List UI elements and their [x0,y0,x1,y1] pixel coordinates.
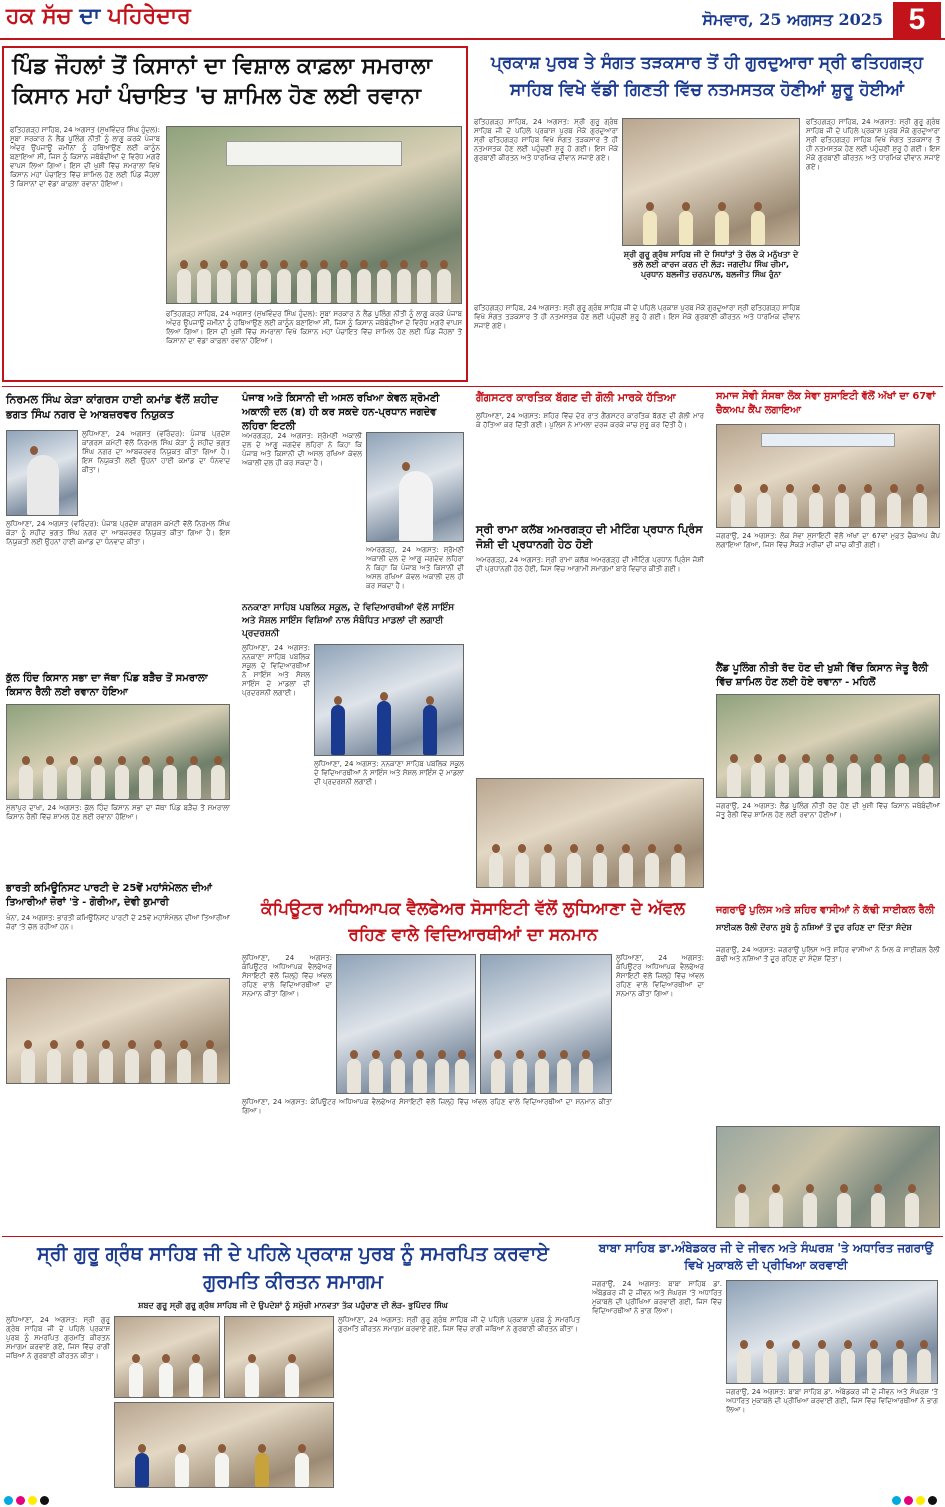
issue-date: ਸੋਮਵਾਰ, 25 ਅਗਸਤ 2025 [702,10,883,29]
story-prakash-purab [472,46,943,386]
story-cycle-rally-subhead: ਸਾਈਕਲ ਰੈਲੀ ਦੌਰਾਨ ਸੂਬੇ ਨੂੰ ਨਸ਼ਿਆਂ ਤੋਂ ਦੂਰ ਰਹਿਣ ਦਾ ਦਿੱਤਾ ਸੰਦੇਸ਼ [716,923,912,932]
story-cpi [2,880,234,1088]
story-computer-teachers [238,892,708,1234]
story-cycle-rally-photo [716,1126,940,1228]
story-prakash-purab-caption: ਸ਼੍ਰੀ ਗੁਰੂ ਗ੍ਰੰਥ ਸਾਹਿਬ ਜੀ ਦੇ ਸਿਧਾਂਤਾਂ ਤੇ ਚੱਲ ਕੇ ਮਨੁੱਖਤਾ ਦੇ ਭਲੇ ਲਈ ਕਾਰਜ ਕਰਨ ਦੀ ਲੋੜ: ਜਗਦੀਪ ਸਿੰਘ ਚੀਮਾ, ਪ੍ਰਧਾਨ ਬਲਜੀਤ ਚਰਨਪਾਲ, ਬਲਜੀਤ ਸਿੰਘ ਰੁੰਨਾ [623,250,799,279]
story-eye-camp-body: ਜਗਰਾਉਂ, 24 ਅਗਸਤ: ਲੋਕ ਸੇਵਾ ਸੁਸਾਇਟੀ ਵੱਲੋਂ ਅੱਖਾਂ ਦਾ 67ਵਾਂ ਮੁਫ਼ਤ ਚੈਕਅਪ ਕੈਂਪ ਲਗਾਇਆ ਗਿਆ, ਜਿਸ ਵਿੱਚ ਸੈਂਕੜੇ ਮਰੀਜ਼ਾਂ ਦੀ ਜਾਂਚ ਕੀਤੀ ਗਈ। [716,532,940,549]
story-computer-teachers-headline: ਕੰਪਿਊਟਰ ਅਧਿਆਪਕ ਵੈਲਫੇਅਰ ਸੋਸਾਇਟੀ ਵੱਲੋਂ ਲੁਧਿਆਣਾ ਦੇ ਅੱਵਲ ਰਹਿਣ ਵਾਲੇ ਵਿਦਿਆਰਥੀਆਂ ਦਾ ਸਨਮਾਨ [261,899,685,945]
story-kafla-body: ਫਤਿਹਗੜ੍ਹ ਸਾਹਿਬ, 24 ਅਗਸਤ (ਸੁਖਵਿੰਦਰ ਸਿੰਘ ਹੁੰਦਲ): ਸੂਬਾ ਸਰਕਾਰ ਨੇ ਲੈਂਡ ਪੂਲਿੰਗ ਨੀਤੀ ਨੂੰ ਲਾਗੂ ਕਰਕੇ ਪੰਜਾਬ ਅੰਦਰ ਉਪਜਾਊ ਜ਼ਮੀਨਾਂ ਨੂੰ ਹਥਿਆਉਣ ਲਈ ਕਾਨੂੰਨ ਬਣਾਇਆ ਸੀ, ਜਿਸ ਨੂੰ ਕਿਸਾਨ ਜਥੇਬੰਦੀਆਂ ਦੇ ਵਿਰੋਧ ਮਗਰੋਂ ਵਾਪਸ ਲਿਆ ਗਿਆ। ਇਸ ਦੀ ਖੁਸ਼ੀ ਵਿੱਚ ਸਮਰਾਲਾ ਵਿਖੇ ਕਿਸਾਨ ਮਹਾਂ ਪੰਚਾਇਤ ਵਿੱਚ ਸ਼ਾਮਿਲ ਹੋਣ ਲਈ ਪਿੰਡ ਜੌਹਲਾਂ ਤੋਂ ਕਿਸਾਨਾਂ ਦਾ ਵੱਡਾ ਕਾਫ਼ਲਾ ਰਵਾਨਾ ਹੋਇਆ। [10,126,160,188]
story-cycle-rally-headline: ਜਗਰਾਉਂ ਪੁਲਿਸ ਅਤੇ ਸ਼ਹਿਰ ਵਾਸੀਆਂ ਨੇ ਕੱਢੀ ਸਾਈਕਲ ਰੈਲੀ [716,905,935,916]
story-land-pooling-headline: ਲੈਂਡ ਪੂਲਿੰਗ ਨੀਤੀ ਰੱਦ ਹੋਣ ਦੀ ਖੁਸ਼ੀ ਵਿੱਚ ਕਿਸਾਨ ਜੇਤੂ ਰੈਲੀ ਵਿੱਚ ਸ਼ਾਮਿਲ ਹੋਣ ਲਈ ਹੋਏ ਰਵਾਨਾ - ਮਹਿਲੋਂ [716,663,929,688]
story-ambedkar-body: ਜਗਰਾਉਂ, 24 ਅਗਸਤ: ਬਾਬਾ ਸਾਹਿਬ ਡਾ. ਅੰਬੇਡਕਰ ਜੀ ਦੇ ਜੀਵਨ ਅਤੇ ਸੰਘਰਸ਼ 'ਤੇ ਅਧਾਰਿਤ ਮੁਕਾਬਲੇ ਦੀ ਪ੍ਰੀਖਿਆ ਕਰਵਾਈ ਗਈ, ਜਿਸ ਵਿੱਚ ਵਿਦਿਆਰਥੀਆਂ ਨੇ ਭਾਗ ਲਿਆ। [592,1280,722,1315]
story-kehra-body-cont: ਲੁਧਿਆਣਾ, 24 ਅਗਸਤ (ਵਰਿੰਦਰ): ਪੰਜਾਬ ਪ੍ਰਦੇਸ਼ ਕਾਂਗਰਸ ਕਮੇਟੀ ਵੱਲੋਂ ਨਿਰਮਲ ਸਿੰਘ ਕੇੜਾ ਨੂੰ ਸ਼ਹੀਦ ਭਗਤ ਸਿੰਘ ਨਗਰ ਦਾ ਆਬਜ਼ਰਵਰ ਨਿਯੁਕਤ ਕੀਤਾ ਗਿਆ ਹੈ। ਇਸ ਨਿਯੁਕਤੀ ਲਈ ਉਹਨਾਂ ਹਾਈ ਕਮਾਂਡ ਦਾ ਧੰਨਵਾਦ ਕੀਤਾ। [6,520,230,546]
story-cycle-rally [712,902,943,1232]
story-kafla [2,46,468,382]
rama-club-photo [476,778,704,888]
story-science-body: ਲੁਧਿਆਣਾ, 24 ਅਗਸਤ: ਨਨਕਾਣਾ ਸਾਹਿਬ ਪਬਲਿਕ ਸਕੂਲ ਦੇ ਵਿਦਿਆਰਥੀਆਂ ਨੇ ਸਾਇੰਸ ਅਤੇ ਸੋਸ਼ਲ ਸਾਇੰਸ ਦੇ ਮਾਡਲਾਂ ਦੀ ਪ੍ਰਦਰਸ਼ਨੀ ਲਗਾਈ। [242,644,310,697]
story-eye-camp-photo [716,424,940,528]
story-kafla-photo [166,126,462,304]
story-ambedkar-photo [726,1280,938,1384]
story-computer-teachers-photo-2 [480,954,612,1094]
story-kirtan-subhead: ਸ਼ਬਦ ਗੁਰੂ ਸ੍ਰੀ ਗੁਰੂ ਗ੍ਰੰਥ ਸਾਹਿਬ ਜੀ ਦੇ ਉਪਦੇਸ਼ਾਂ ਨੂੰ ਸਮੁੱਚੀ ਮਾਨਵਤਾ ਤੱਕ ਪਹੁੰਚਾਣ ਦੀ ਲੋੜ- ਭੁਪਿੰਦਰ ਸਿੰਘ [138,1301,448,1310]
story-kirtan-headline: ਸ੍ਰੀ ਗੁਰੂ ਗ੍ਰੰਥ ਸਾਹਿਬ ਜੀ ਦੇ ਪਹਿਲੇ ਪ੍ਰਕਾਸ਼ ਪੁਰਬ ਨੂੰ ਸਮਰਪਿਤ ਕਰਵਾਏ ਗੁਰਮਤਿ ਕੀਰਤਨ ਸਮਾਗਮ [37,1243,549,1293]
story-prakash-purab-body-right: ਫਤਿਹਗੜ੍ਹ ਸਾਹਿਬ, 24 ਅਗਸਤ: ਸ੍ਰੀ ਗੁਰੂ ਗ੍ਰੰਥ ਸਾਹਿਬ ਜੀ ਦੇ ਪਹਿਲੇ ਪ੍ਰਕਾਸ਼ ਪੁਰਬ ਮੌਕੇ ਗੁਰਦੁਆਰਾ ਸ੍ਰੀ ਫਤਿਹਗੜ੍ਹ ਸਾਹਿਬ ਵਿਖੇ ਸੰਗਤ ਤੜਕਸਾਰ ਤੋਂ ਹੀ ਨਤਮਸਤਕ ਹੋਣ ਲਈ ਪਹੁੰਚਣੀ ਸ਼ੁਰੂ ਹੋ ਗਈ। ਇਸ ਮੌਕੇ ਗੁਰਬਾਣੀ ਕੀਰਤਨ ਅਤੇ ਧਾਰਮਿਕ ਦੀਵਾਨ ਸਜਾਏ ਗਏ। [806,118,940,171]
story-kirtan-body: ਲੁਧਿਆਣਾ, 24 ਅਗਸਤ: ਸ੍ਰੀ ਗੁਰੂ ਗ੍ਰੰਥ ਸਾਹਿਬ ਜੀ ਦੇ ਪਹਿਲੇ ਪ੍ਰਕਾਸ਼ ਪੁਰਬ ਨੂੰ ਸਮਰਪਿਤ ਗੁਰਮਤਿ ਕੀਰਤਨ ਸਮਾਗਮ ਕਰਵਾਏ ਗਏ, ਜਿਸ ਵਿੱਚ ਰਾਗੀ ਜਥਿਆਂ ਨੇ ਗੁਰਬਾਣੀ ਕੀਰਤਨ ਕੀਤਾ। [6,1316,110,1360]
story-rama-club [472,520,708,776]
story-kehra-photo [6,430,78,516]
story-eye-camp [712,388,943,658]
story-kirtan-body-right: ਲੁਧਿਆਣਾ, 24 ਅਗਸਤ: ਸ੍ਰੀ ਗੁਰੂ ਗ੍ਰੰਥ ਸਾਹਿਬ ਜੀ ਦੇ ਪਹਿਲੇ ਪ੍ਰਕਾਸ਼ ਪੁਰਬ ਨੂੰ ਸਮਰਪਿਤ ਗੁਰਮਤਿ ਕੀਰਤਨ ਸਮਾਗਮ ਕਰਵਾਏ ਗਏ, ਜਿਸ ਵਿੱਚ ਰਾਗੀ ਜਥਿਆਂ ਨੇ ਗੁਰਬਾਣੀ ਕੀਰਤਨ ਕੀਤਾ। [338,1316,580,1333]
story-prakash-purab-body: ਫਤਿਹਗੜ੍ਹ ਸਾਹਿਬ, 24 ਅਗਸਤ: ਸ੍ਰੀ ਗੁਰੂ ਗ੍ਰੰਥ ਸਾਹਿਬ ਜੀ ਦੇ ਪਹਿਲੇ ਪ੍ਰਕਾਸ਼ ਪੁਰਬ ਮੌਕੇ ਗੁਰਦੁਆਰਾ ਸ੍ਰੀ ਫਤਿਹਗੜ੍ਹ ਸਾਹਿਬ ਵਿਖੇ ਸੰਗਤ ਤੜਕਸਾਰ ਤੋਂ ਹੀ ਨਤਮਸਤਕ ਹੋਣ ਲਈ ਪਹੁੰਚਣੀ ਸ਼ੁਰੂ ਹੋ ਗਈ। ਇਸ ਮੌਕੇ ਗੁਰਬਾਣੀ ਕੀਰਤਨ ਅਤੇ ਧਾਰਮਿਕ ਦੀਵਾਨ ਸਜਾਏ ਗਏ। [474,118,618,162]
story-kisan-sabha-headline: ਕੁੱਲ ਹਿੰਦ ਕਿਸਾਨ ਸਭਾ ਦਾ ਜੱਥਾ ਪਿੰਡ ਬੜੈਚ ਤੋਂ ਸਮਰਾਲਾ ਕਿਸਾਨ ਰੈਲੀ ਲਈ ਰਵਾਨਾ ਹੋਇਆ [6,673,208,698]
story-kehra-body: ਲੁਧਿਆਣਾ, 24 ਅਗਸਤ (ਵਰਿੰਦਰ): ਪੰਜਾਬ ਪ੍ਰਦੇਸ਼ ਕਾਂਗਰਸ ਕਮੇਟੀ ਵੱਲੋਂ ਨਿਰਮਲ ਸਿੰਘ ਕੇੜਾ ਨੂੰ ਸ਼ਹੀਦ ਭਗਤ ਸਿੰਘ ਨਗਰ ਦਾ ਆਬਜ਼ਰਵਰ ਨਿਯੁਕਤ ਕੀਤਾ ਗਿਆ ਹੈ। ਇਸ ਨਿਯੁਕਤੀ ਲਈ ਉਹਨਾਂ ਹਾਈ ਕਮਾਂਡ ਦਾ ਧੰਨਵਾਦ ਕੀਤਾ। [82,430,230,474]
story-akali-body-cont: ਅਮਰਗੜ੍ਹ, 24 ਅਗਸਤ: ਸ਼੍ਰੋਮਣੀ ਅਕਾਲੀ ਦਲ ਦੇ ਆਗੂ ਜਗਦੇਵ ਲਹਿਰਾ ਨੇ ਕਿਹਾ ਕਿ ਪੰਜਾਬ ਅਤੇ ਕਿਸਾਨੀ ਦੀ ਅਸਲ ਰਖਿਆ ਕੇਵਲ ਅਕਾਲੀ ਦਲ ਹੀ ਕਰ ਸਕਦਾ ਹੈ। [366,546,464,590]
story-kafla-headline: ਪਿੰਡ ਜੌਹਲਾਂ ਤੋਂ ਕਿਸਾਨਾਂ ਦਾ ਵਿਸ਼ਾਲ ਕਾਫ਼ਲਾ ਸਮਰਾਲਾ ਕਿਸਾਨ ਮਹਾਂ ਪੰਚਾਇਤ 'ਚ ਸ਼ਾਮਿਲ ਹੋਣ ਲਈ ਰਵਾਨਾ [12,54,432,109]
story-akali-photo [366,432,464,542]
masthead [0,0,945,40]
story-ambedkar-headline: ਬਾਬਾ ਸਾਹਿਬ ਡਾ.ਅੰਬੇਡਕਰ ਜੀ ਦੇ ਜੀਵਨ ਅਤੇ ਸੰਘਰਸ਼ 'ਤੇ ਅਧਾਰਿਤ ਜਗਰਾਉਂ ਵਿਖੇ ਮੁਕਾਬਲੇ ਦੀ ਪ੍ਰੀਖਿਆ ਕਰਵਾਈ [598,1241,934,1272]
story-gangster [472,388,708,518]
story-kirtan-photo-1 [114,1316,220,1398]
story-science [238,600,468,862]
story-science-photo [314,644,464,756]
newspaper-brand [6,4,191,29]
story-computer-teachers-photo-1 [336,954,476,1094]
story-kirtan-photo-2 [224,1316,334,1398]
story-akali-headline: ਪੰਜਾਬ ਅਤੇ ਕਿਸਾਨੀ ਦੀ ਅਸਲ ਰਖਿਆ ਕੇਵਲ ਸ਼੍ਰੋਮਣੀ ਅਕਾਲੀ ਦਲ (ਬ) ਹੀ ਕਰ ਸਕਦੇ ਹਨ-ਪ੍ਰਧਾਨ ਜਗਦੇਵ ਲਹਿਰਾ ਇਟਲੀ [242,393,440,432]
story-computer-teachers-body: ਲੁਧਿਆਣਾ, 24 ਅਗਸਤ: ਕੰਪਿਊਟਰ ਅਧਿਆਪਕ ਵੈਲਫੇਅਰ ਸੋਸਾਇਟੀ ਵੱਲੋਂ ਜ਼ਿਲ੍ਹੇ ਵਿੱਚ ਅੱਵਲ ਰਹਿਣ ਵਾਲੇ ਵਿਦਿਆਰਥੀਆਂ ਦਾ ਸਨਮਾਨ ਕੀਤਾ ਗਿਆ। [242,954,332,998]
story-kisan-sabha-body: ਮੁੱਲਾਂਪੁਰ ਦਾਖਾ, 24 ਅਗਸਤ: ਕੁੱਲ ਹਿੰਦ ਕਿਸਾਨ ਸਭਾ ਦਾ ਜੱਥਾ ਪਿੰਡ ਬੜੈਚ ਤੋਂ ਸਮਰਾਲਾ ਕਿਸਾਨ ਰੈਲੀ ਵਿੱਚ ਸ਼ਾਮਲ ਹੋਣ ਲਈ ਰਵਾਨਾ ਹੋਇਆ। [6,804,230,821]
story-cycle-rally-body: ਜਗਰਾਉਂ, 24 ਅਗਸਤ: ਜਗਰਾਉਂ ਪੁਲਿਸ ਅਤੇ ਸ਼ਹਿਰ ਵਾਸੀਆਂ ਨੇ ਮਿਲ ਕੇ ਸਾਈਕਲ ਰੈਲੀ ਕੱਢੀ ਅਤੇ ਨਸ਼ਿਆਂ ਤੋਂ ਦੂਰ ਰਹਿਣ ਦਾ ਸੰਦੇਸ਼ ਦਿੱਤਾ। [716,946,940,963]
story-rama-club-headline: ਸ੍ਰੀ ਰਾਮਾ ਕਲੱਬ ਅਮਰਗੜ੍ਹ ਦੀ ਮੀਟਿੰਗ ਪ੍ਰਧਾਨ ਪ੍ਰਿੰਸ ਜੋਸ਼ੀ ਦੀ ਪ੍ਰਧਾਨਗੀ ਹੇਠ ਹੋਈ [476,523,703,551]
story-kirtan-photo-3 [114,1402,334,1488]
story-kafla-body-cont: ਫਤਿਹਗੜ੍ਹ ਸਾਹਿਬ, 24 ਅਗਸਤ (ਸੁਖਵਿੰਦਰ ਸਿੰਘ ਹੁੰਦਲ): ਸੂਬਾ ਸਰਕਾਰ ਨੇ ਲੈਂਡ ਪੂਲਿੰਗ ਨੀਤੀ ਨੂੰ ਲਾਗੂ ਕਰਕੇ ਪੰਜਾਬ ਅੰਦਰ ਉਪਜਾਊ ਜ਼ਮੀਨਾਂ ਨੂੰ ਹਥਿਆਉਣ ਲਈ ਕਾਨੂੰਨ ਬਣਾਇਆ ਸੀ, ਜਿਸ ਨੂੰ ਕਿਸਾਨ ਜਥੇਬੰਦੀਆਂ ਦੇ ਵਿਰੋਧ ਮਗਰੋਂ ਵਾਪਸ ਲਿਆ ਗਿਆ। ਇਸ ਦੀ ਖੁਸ਼ੀ ਵਿੱਚ ਸਮਰਾਲਾ ਵਿਖੇ ਕਿਸਾਨ ਮਹਾਂ ਪੰਚਾਇਤ ਵਿੱਚ ਸ਼ਾਮਿਲ ਹੋਣ ਲਈ ਪਿੰਡ ਜੌਹਲਾਂ ਤੋਂ ਕਿਸਾਨਾਂ ਦਾ ਵੱਡਾ ਕਾਫ਼ਲਾ ਰਵਾਨਾ ਹੋਇਆ। [166,310,462,345]
story-gangster-headline: ਗੈਂਗਸਟਰ ਕਾਰਤਿਕ ਬੱਗਣ ਦੀ ਗੋਲੀ ਮਾਰਕੇ ਹੱਤਿਆ [476,391,676,404]
story-kehra-headline: ਨਿਰਮਲ ਸਿੰਘ ਕੇੜਾ ਕਾਂਗਰਸ ਹਾਈ ਕਮਾਂਡ ਵੱਲੋਂ ਸ਼ਹੀਦ ਭਗਤ ਸਿੰਘ ਨਗਰ ਦੇ ਆਬਜ਼ਰਵਰ ਨਿਯੁਕਤ [6,393,219,421]
registration-dots-icon [0,1494,945,1507]
story-cpi-headline: ਭਾਰਤੀ ਕਮਿਊਨਿਸਟ ਪਾਰਟੀ ਦੇ 25ਵੇਂ ਮਹਾਂਸੰਮੇਲਨ ਦੀਆਂ ਤਿਆਰੀਆਂ ਜ਼ੋਰਾਂ 'ਤੇ - ਗੋਰੀਆ, ਦੇਵੀ ਕੁਮਾਰੀ [6,883,212,908]
story-land-pooling-photo [716,694,940,798]
brand-part-1: ਹਕ ਸੱਚ [6,4,72,29]
story-gangster-body: ਲੁਧਿਆਣਾ, 24 ਅਗਸਤ: ਸ਼ਹਿਰ ਵਿੱਚ ਦੇਰ ਰਾਤ ਗੈਂਗਸਟਰ ਕਾਰਤਿਕ ਬੱਗਣ ਦੀ ਗੋਲੀ ਮਾਰ ਕੇ ਹੱਤਿਆ ਕਰ ਦਿੱਤੀ ਗਈ। ਪੁਲਿਸ ਨੇ ਮਾਮਲਾ ਦਰਜ ਕਰਕੇ ਜਾਂਚ ਸ਼ੁਰੂ ਕਰ ਦਿੱਤੀ ਹੈ। [476,412,704,429]
story-computer-teachers-body-lower: ਲੁਧਿਆਣਾ, 24 ਅਗਸਤ: ਕੰਪਿਊਟਰ ਅਧਿਆਪਕ ਵੈਲਫੇਅਰ ਸੋਸਾਇਟੀ ਵੱਲੋਂ ਜ਼ਿਲ੍ਹੇ ਵਿੱਚ ਅੱਵਲ ਰਹਿਣ ਵਾਲੇ ਵਿਦਿਆਰਥੀਆਂ ਦਾ ਸਨਮਾਨ ਕੀਤਾ ਗਿਆ। [242,1098,612,1115]
story-akali [238,388,468,598]
story-land-pooling-body: ਜਗਰਾਉਂ, 24 ਅਗਸਤ: ਲੈਂਡ ਪੂਲਿੰਗ ਨੀਤੀ ਰੱਦ ਹੋਣ ਦੀ ਖੁਸ਼ੀ ਵਿੱਚ ਕਿਸਾਨ ਜਥੇਬੰਦੀਆਂ ਜੇਤੂ ਰੈਲੀ ਵਿੱਚ ਸ਼ਾਮਿਲ ਹੋਣ ਲਈ ਰਵਾਨਾ ਹੋਈਆਂ। [716,802,940,819]
brand-part-2: ਦਾ [79,4,101,29]
story-computer-teachers-body-right: ਲੁਧਿਆਣਾ, 24 ਅਗਸਤ: ਕੰਪਿਊਟਰ ਅਧਿਆਪਕ ਵੈਲਫੇਅਰ ਸੋਸਾਇਟੀ ਵੱਲੋਂ ਜ਼ਿਲ੍ਹੇ ਵਿੱਚ ਅੱਵਲ ਰਹਿਣ ਵਾਲੇ ਵਿਦਿਆਰਥੀਆਂ ਦਾ ਸਨਮਾਨ ਕੀਤਾ ਗਿਆ। [616,954,704,998]
story-cpi-body: ਖੰਨਾ, 24 ਅਗਸਤ: ਭਾਰਤੀ ਕਮਿਊਨਿਸਟ ਪਾਰਟੀ ਦੇ 25ਵੇਂ ਮਹਾਂਸੰਮੇਲਨ ਦੀਆਂ ਤਿਆਰੀਆਂ ਜ਼ੋਰਾਂ 'ਤੇ ਚੱਲ ਰਹੀਆਂ ਹਨ। [6,914,230,931]
story-prakash-purab-body-lower: ਫਤਿਹਗੜ੍ਹ ਸਾਹਿਬ, 24 ਅਗਸਤ: ਸ੍ਰੀ ਗੁਰੂ ਗ੍ਰੰਥ ਸਾਹਿਬ ਜੀ ਦੇ ਪਹਿਲੇ ਪ੍ਰਕਾਸ਼ ਪੁਰਬ ਮੌਕੇ ਗੁਰਦੁਆਰਾ ਸ੍ਰੀ ਫਤਿਹਗੜ੍ਹ ਸਾਹਿਬ ਵਿਖੇ ਸੰਗਤ ਤੜਕਸਾਰ ਤੋਂ ਹੀ ਨਤਮਸਤਕ ਹੋਣ ਲਈ ਪਹੁੰਚਣੀ ਸ਼ੁਰੂ ਹੋ ਗਈ। ਇਸ ਮੌਕੇ ਗੁਰਬਾਣੀ ਕੀਰਤਨ ਅਤੇ ਧਾਰਮਿਕ ਦੀਵਾਨ ਸਜਾਏ ਗਏ। [474,304,800,330]
story-eye-camp-headline: ਸਮਾਜ ਸੇਵੀ ਸੰਸਥਾ ਲੋਕ ਸੇਵਾ ਸੁਸਾਇਟੀ ਵੱਲੋਂ ਅੱਖਾਂ ਦਾ 67ਵਾਂ ਚੈਕਅਪ ਕੈਂਪ ਲਗਾਇਆ [716,391,936,416]
story-kisan-sabha-photo [6,704,230,800]
story-kehra [2,388,234,668]
story-prakash-purab-photo [622,118,800,246]
story-kirtan [2,1238,584,1492]
story-prakash-purab-headline: ਪ੍ਰਕਾਸ਼ ਪੁਰਬ ਤੇ ਸੰਗਤ ਤੜਕਸਾਰ ਤੋਂ ਹੀ ਗੁਰਦੁਆਰਾ ਸ੍ਰੀ ਫਤਿਹਗੜ੍ਹ ਸਾਹਿਬ ਵਿਖੇ ਵੱਡੀ ਗਿਣਤੀ ਵਿੱਚ ਨਤਮਸਤਕ ਹੋਣੀਆਂ ਸ਼ੁਰੂ ਹੋਈਆਂ [490,53,924,100]
brand-part-3: ਪਹਿਰੇਦਾਰ [107,4,191,29]
page-number: 5 [893,2,941,38]
story-land-pooling [712,660,943,900]
story-science-body-cont: ਲੁਧਿਆਣਾ, 24 ਅਗਸਤ: ਨਨਕਾਣਾ ਸਾਹਿਬ ਪਬਲਿਕ ਸਕੂਲ ਦੇ ਵਿਦਿਆਰਥੀਆਂ ਨੇ ਸਾਇੰਸ ਅਤੇ ਸੋਸ਼ਲ ਸਾਇੰਸ ਦੇ ਮਾਡਲਾਂ ਦੀ ਪ੍ਰਦਰਸ਼ਨੀ ਲਗਾਈ। [314,760,464,786]
story-science-headline: ਨਨਕਾਣਾ ਸਾਹਿਬ ਪਬਲਿਕ ਸਕੂਲ, ਦੇ ਵਿਦਿਆਰਥੀਆਂ ਵੱਲੋਂ ਸਾਇੰਸ ਅਤੇ ਸੋਸ਼ਲ ਸਾਇੰਸ ਵਿਸ਼ਿਆਂ ਨਾਲ ਸੰਬੰਧਿਤ ਮਾਡਲਾਂ ਦੀ ਲਗਾਈ ਪ੍ਰਦਰਸ਼ਨੀ [242,603,455,639]
story-ambedkar [588,1238,943,1492]
story-rama-club-body: ਅਮਰਗੜ੍ਹ, 24 ਅਗਸਤ: ਸ੍ਰੀ ਰਾਮਾ ਕਲੱਬ ਅਮਰਗੜ੍ਹ ਦੀ ਮੀਟਿੰਗ ਪ੍ਰਧਾਨ ਪ੍ਰਿੰਸ ਜੋਸ਼ੀ ਦੀ ਪ੍ਰਧਾਨਗੀ ਹੇਠ ਹੋਈ, ਜਿਸ ਵਿੱਚ ਆਗਾਮੀ ਸਮਾਗਮਾਂ ਬਾਰੇ ਵਿਚਾਰ ਕੀਤੀ ਗਈ। [476,556,704,573]
story-akali-body: ਅਮਰਗੜ੍ਹ, 24 ਅਗਸਤ: ਸ਼੍ਰੋਮਣੀ ਅਕਾਲੀ ਦਲ ਦੇ ਆਗੂ ਜਗਦੇਵ ਲਹਿਰਾ ਨੇ ਕਿਹਾ ਕਿ ਪੰਜਾਬ ਅਤੇ ਕਿਸਾਨੀ ਦੀ ਅਸਲ ਰਖਿਆ ਕੇਵਲ ਅਕਾਲੀ ਦਲ ਹੀ ਕਰ ਸਕਦਾ ਹੈ। [242,432,362,467]
story-kisan-sabha [2,670,234,878]
story-ambedkar-body-cont: ਜਗਰਾਉਂ, 24 ਅਗਸਤ: ਬਾਬਾ ਸਾਹਿਬ ਡਾ. ਅੰਬੇਡਕਰ ਜੀ ਦੇ ਜੀਵਨ ਅਤੇ ਸੰਘਰਸ਼ 'ਤੇ ਅਧਾਰਿਤ ਮੁਕਾਬਲੇ ਦੀ ਪ੍ਰੀਖਿਆ ਕਰਵਾਈ ਗਈ, ਜਿਸ ਵਿੱਚ ਵਿਦਿਆਰਥੀਆਂ ਨੇ ਭਾਗ ਲਿਆ। [726,1388,938,1414]
story-cpi-photo [6,978,230,1084]
